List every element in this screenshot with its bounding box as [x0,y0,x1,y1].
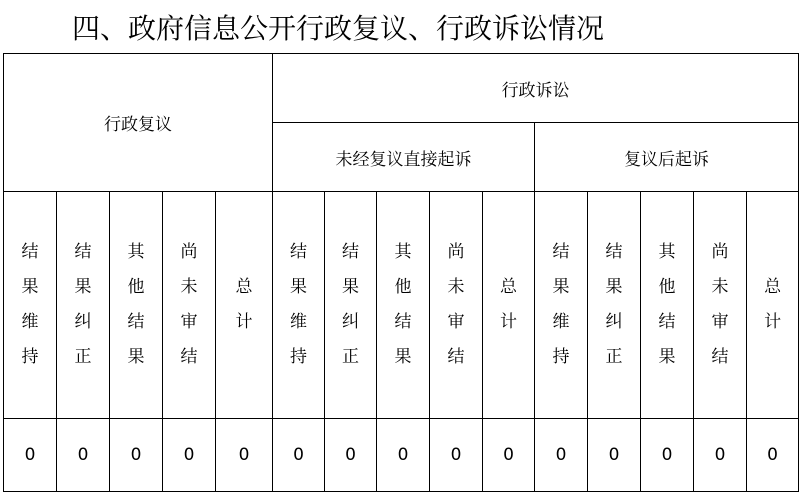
after-review-col-pending: 尚未审结 [694,192,747,419]
litigation-header: 行政诉讼 [273,54,799,123]
no-review-col-pending: 尚未审结 [430,192,483,419]
value-cell: 0 [694,419,747,492]
review-header: 行政复议 [4,54,273,192]
after-review-col-corrected: 结果纠正 [588,192,641,419]
value-cell: 0 [110,419,163,492]
after-review-col-total: 总计 [747,192,799,419]
page-title: 四、政府信息公开行政复议、行政诉讼情况 [72,12,605,45]
value-cell: 0 [588,419,641,492]
review-col-upheld: 结果维持 [4,192,57,419]
review-col-corrected: 结果纠正 [57,192,110,419]
value-cell: 0 [57,419,110,492]
no-review-col-other: 其他结果 [377,192,430,419]
review-col-other: 其他结果 [110,192,163,419]
after-review-header: 复议后起诉 [535,123,799,192]
value-cell: 0 [4,419,57,492]
value-cell: 0 [483,419,535,492]
value-cell: 0 [216,419,273,492]
review-col-total: 总计 [216,192,273,419]
no-review-col-upheld: 结果维持 [273,192,325,419]
value-cell: 0 [535,419,588,492]
review-litigation-table [3,53,799,492]
value-cell: 0 [325,419,377,492]
no-review-header: 未经复议直接起诉 [273,123,535,192]
value-cell: 0 [747,419,799,492]
review-col-pending: 尚未审结 [163,192,216,419]
value-cell: 0 [430,419,483,492]
value-cell: 0 [641,419,694,492]
after-review-col-other: 其他结果 [641,192,694,419]
no-review-col-corrected: 结果纠正 [325,192,377,419]
value-cell: 0 [273,419,325,492]
no-review-col-total: 总计 [483,192,535,419]
value-cell: 0 [377,419,430,492]
value-cell: 0 [163,419,216,492]
after-review-col-upheld: 结果维持 [535,192,588,419]
